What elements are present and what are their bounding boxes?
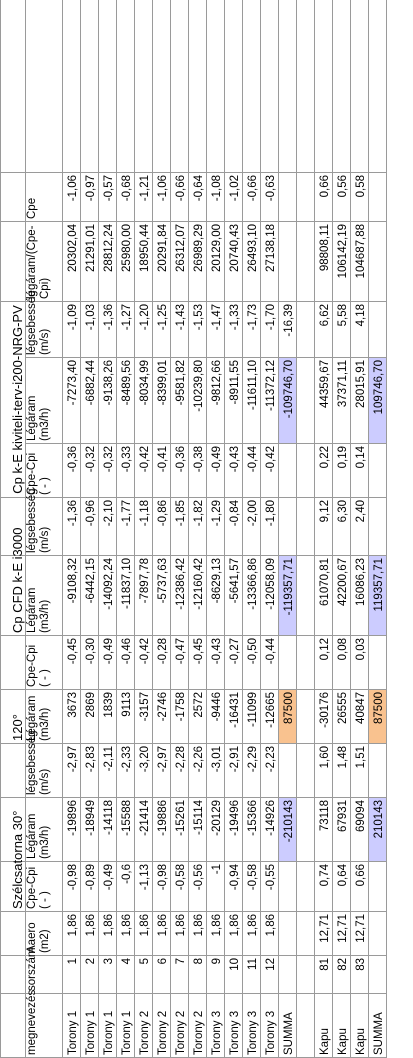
- table-cell: Torony 2: [189, 994, 207, 1058]
- table-cell: [279, 862, 297, 912]
- table-cell: [279, 912, 297, 956]
- table-cell: 26493,10: [243, 222, 261, 302]
- table-cell: Kapu: [333, 994, 351, 1058]
- table-cell: -0,41: [153, 444, 171, 498]
- table-cell: -8629,13: [207, 556, 225, 636]
- table-cell: -0,42: [135, 636, 153, 690]
- table-cell: 12,71: [333, 912, 351, 956]
- table-cell: Torony 3: [243, 994, 261, 1058]
- table-cell: -0,98: [153, 862, 171, 912]
- table-cell: 1,51: [351, 744, 369, 798]
- table-cell: Torony 1: [99, 994, 117, 1058]
- table-cell: 12: [261, 956, 279, 994]
- table-cell: 87500: [279, 690, 297, 744]
- table-cell: [279, 222, 297, 302]
- table-cell: Torony 2: [171, 994, 189, 1058]
- table-cell: [279, 444, 297, 498]
- table-cell: -0,84: [225, 498, 243, 556]
- table-cell: -109746,70: [279, 358, 297, 444]
- table-cell: -0,42: [261, 444, 279, 498]
- table-cell: 0,56: [333, 173, 351, 222]
- table-cell: 6,30: [333, 498, 351, 556]
- table-cell: SUMMA: [369, 994, 387, 1058]
- table-cell: [369, 912, 387, 956]
- column-header: sorszám: [26, 956, 63, 994]
- column-header: megnevezés: [26, 994, 63, 1058]
- table-cell: -0,27: [225, 636, 243, 690]
- table-cell: 83: [351, 956, 369, 994]
- table-cell: 20302,04: [63, 222, 81, 302]
- table-cell: -16431: [225, 690, 243, 744]
- table-cell: 1,86: [189, 912, 207, 956]
- table-cell: 0,03: [351, 636, 369, 690]
- table-cell: 81: [315, 956, 333, 994]
- table-cell: -14926: [261, 798, 279, 862]
- table-cell: -20129: [207, 798, 225, 862]
- table-cell: 44359,67: [315, 358, 333, 444]
- table-cell: -15366: [243, 798, 261, 862]
- table-cell: -1758: [171, 690, 189, 744]
- table-cell: -0,46: [117, 636, 135, 690]
- table-cell: 26312,07: [171, 222, 189, 302]
- table-cell: 67931: [333, 798, 351, 862]
- table-row: [171, 0, 189, 1058]
- table-cell: -15588: [117, 798, 135, 862]
- table-cell: -1,85: [171, 498, 189, 556]
- table-cell: -1,70: [261, 302, 279, 358]
- table-cell: 7: [171, 956, 189, 994]
- table-cell: Torony 2: [135, 994, 153, 1058]
- table-row: [189, 0, 207, 1058]
- table-cell: -3,20: [135, 744, 153, 798]
- table-cell: 20129,00: [207, 222, 225, 302]
- table-cell: 1,86: [117, 912, 135, 956]
- table-cell: 2869: [81, 690, 99, 744]
- table-cell: 6: [153, 956, 171, 994]
- table-cell: 0,64: [333, 862, 351, 912]
- table-cell: 1,86: [243, 912, 261, 956]
- table-cell: 4: [117, 956, 135, 994]
- table-cell: -0,36: [63, 444, 81, 498]
- table-cell: -8911,55: [225, 358, 243, 444]
- table-cell: -0,42: [135, 444, 153, 498]
- table-cell: -1,77: [117, 498, 135, 556]
- table-cell: -9108,32: [63, 556, 81, 636]
- table-cell: -19496: [225, 798, 243, 862]
- table-cell: -2,23: [261, 744, 279, 798]
- table-cell: -9446: [207, 690, 225, 744]
- table-cell: [369, 444, 387, 498]
- table-cell: 12,71: [351, 912, 369, 956]
- table-cell: -11372,12: [261, 358, 279, 444]
- table-cell: -7897,78: [135, 556, 153, 636]
- table-cell: 25980,00: [117, 222, 135, 302]
- table-row: [243, 0, 261, 1058]
- table-cell: 1,86: [63, 912, 81, 956]
- table-row: [333, 0, 351, 1058]
- table-cell: 0,66: [351, 862, 369, 912]
- table-cell: -8489,56: [117, 358, 135, 444]
- table-cell: -30176: [315, 690, 333, 744]
- table-cell: -2746: [153, 690, 171, 744]
- table-cell: -0,49: [99, 636, 117, 690]
- column-header: légsebesség (m/s): [26, 302, 63, 358]
- table-cell: -1,21: [135, 173, 153, 222]
- table-cell: -0,43: [207, 636, 225, 690]
- table-cell: -1,27: [117, 302, 135, 358]
- table-cell: -0,97: [81, 173, 99, 222]
- table-cell: 1,86: [261, 912, 279, 956]
- column-header: Cpe: [26, 173, 63, 222]
- table-cell: -3,01: [207, 744, 225, 798]
- table-cell: 1,86: [207, 912, 225, 956]
- table-cell: -119357,71: [279, 556, 297, 636]
- table-cell: -0,86: [153, 498, 171, 556]
- table-cell: -1,03: [81, 302, 99, 358]
- table-cell: -5641,57: [225, 556, 243, 636]
- table-cell: -0,30: [81, 636, 99, 690]
- table-cell: 61070,81: [315, 556, 333, 636]
- table-cell: -2,83: [81, 744, 99, 798]
- table-cell: -1,36: [63, 498, 81, 556]
- table-cell: 1,86: [153, 912, 171, 956]
- table-cell: 9: [207, 956, 225, 994]
- table-cell: -2,97: [63, 744, 81, 798]
- table-cell: -11611,10: [243, 358, 261, 444]
- table-cell: [279, 956, 297, 994]
- table-cell: 0,74: [315, 862, 333, 912]
- table-cell: 10: [225, 956, 243, 994]
- table-cell: -0,49: [99, 862, 117, 912]
- table-cell: -1,13: [135, 862, 153, 912]
- table-cell: 2572: [189, 690, 207, 744]
- table-cell: -0,55: [261, 862, 279, 912]
- table-cell: -0,32: [99, 444, 117, 498]
- table-cell: Torony 1: [117, 994, 135, 1058]
- table-cell: -10239,80: [189, 358, 207, 444]
- table-cell: -19886: [153, 798, 171, 862]
- table-cell: 9113: [117, 690, 135, 744]
- table-row: [315, 0, 333, 1058]
- table-cell: -2,29: [243, 744, 261, 798]
- table-cell: Torony 3: [207, 994, 225, 1058]
- group-angle: 120°: [1, 690, 26, 744]
- table-cell: [369, 173, 387, 222]
- table-cell: 82: [333, 956, 351, 994]
- table-cell: -0,98: [63, 862, 81, 912]
- table-cell: -1,25: [153, 302, 171, 358]
- table-cell: -12058,09: [261, 556, 279, 636]
- table-cell: 0,08: [333, 636, 351, 690]
- table-cell: 37371,11: [333, 358, 351, 444]
- table-row: [135, 0, 153, 1058]
- table-cell: 12,71: [315, 912, 333, 956]
- table-cell: -18949: [81, 798, 99, 862]
- table-cell: -11099: [243, 690, 261, 744]
- table-cell: -0,57: [99, 173, 117, 222]
- column-header: Légáram (m3/h): [26, 358, 63, 444]
- table-cell: Kapu: [351, 994, 369, 1058]
- table-cell: -1,33: [225, 302, 243, 358]
- table-cell: -0,28: [153, 636, 171, 690]
- table-cell: -2,10: [99, 498, 117, 556]
- table-cell: -210143: [279, 798, 297, 862]
- table-cell: -1,36: [99, 302, 117, 358]
- table-cell: -1,73: [243, 302, 261, 358]
- table-cell: 98808,11: [315, 222, 333, 302]
- column-header: légáram/(Cpe-Cpi): [26, 222, 63, 302]
- table-cell: Torony 2: [153, 994, 171, 1058]
- table-cell: -0,58: [171, 862, 189, 912]
- table-cell: -1,29: [207, 498, 225, 556]
- table-cell: -2,33: [117, 744, 135, 798]
- column-header: Aaero (m2): [26, 912, 63, 956]
- table-cell: 26989,29: [189, 222, 207, 302]
- table-cell: 42200,67: [333, 556, 351, 636]
- table-cell: 2: [81, 956, 99, 994]
- table-cell: 26555: [333, 690, 351, 744]
- table-cell: -3157: [135, 690, 153, 744]
- table-cell: -0,43: [225, 444, 243, 498]
- summa-row: [279, 0, 297, 1058]
- table-cell: 28015,91: [351, 358, 369, 444]
- table-cell: [369, 862, 387, 912]
- table-cell: -0,45: [63, 636, 81, 690]
- table-cell: -15261: [171, 798, 189, 862]
- table-cell: 109746,70: [369, 358, 387, 444]
- table-cell: 0,22: [315, 444, 333, 498]
- table-cell: 69094: [351, 798, 369, 862]
- table-cell: 40847: [351, 690, 369, 744]
- table-cell: 1839: [99, 690, 117, 744]
- group-cfd: Cp CFD k-E i3000: [1, 556, 26, 636]
- table-row: [63, 0, 81, 1058]
- table-cell: [279, 498, 297, 556]
- table-cell: -1,06: [153, 173, 171, 222]
- table-cell: Kapu: [315, 994, 333, 1058]
- table-cell: 27138,18: [261, 222, 279, 302]
- table-row: [81, 0, 99, 1058]
- table-cell: -2,91: [225, 744, 243, 798]
- table-cell: 1,86: [135, 912, 153, 956]
- table-cell: -1,47: [207, 302, 225, 358]
- column-header: Légáram (m3/h): [26, 798, 63, 862]
- table-cell: -9812,66: [207, 358, 225, 444]
- table-cell: -1,80: [261, 498, 279, 556]
- table-cell: -12160,42: [189, 556, 207, 636]
- table-cell: Torony 3: [225, 994, 243, 1058]
- table-cell: -14118: [99, 798, 117, 862]
- table-cell: 9,12: [315, 498, 333, 556]
- table-cell: -1,08: [207, 173, 225, 222]
- table-cell: -21414: [135, 798, 153, 862]
- table-cell: -0,66: [171, 173, 189, 222]
- table-cell: -16,39: [279, 302, 297, 358]
- table-cell: 0,19: [333, 444, 351, 498]
- table-cell: -0,47: [171, 636, 189, 690]
- table-cell: -8034,99: [135, 358, 153, 444]
- table-cell: Torony 1: [63, 994, 81, 1058]
- table-cell: 1,60: [315, 744, 333, 798]
- table-cell: 20740,43: [225, 222, 243, 302]
- table-cell: 104687,88: [351, 222, 369, 302]
- table-cell: -1,53: [189, 302, 207, 358]
- table-cell: [369, 302, 387, 358]
- table-cell: 1,86: [225, 912, 243, 956]
- table-cell: -0,58: [243, 862, 261, 912]
- table-row: [153, 0, 171, 1058]
- table-cell: 5,58: [333, 302, 351, 358]
- table-cell: -0,44: [243, 444, 261, 498]
- table-cell: 6,62: [315, 302, 333, 358]
- table-row: [207, 0, 225, 1058]
- table-cell: 119357,71: [369, 556, 387, 636]
- table-cell: -5737,63: [153, 556, 171, 636]
- group-kivitel: Cp k-E kiviteli-terv-i200-NRG-PV: [1, 302, 26, 498]
- table-cell: [279, 744, 297, 798]
- table-cell: -2,11: [99, 744, 117, 798]
- table-cell: -13366,86: [243, 556, 261, 636]
- table-cell: 1,86: [81, 912, 99, 956]
- table-cell: -0,32: [81, 444, 99, 498]
- table-cell: 1,86: [99, 912, 117, 956]
- table-cell: [369, 222, 387, 302]
- column-header: Cpe-Cpi ( - ): [26, 636, 63, 690]
- table-cell: 20291,84: [153, 222, 171, 302]
- table-cell: 16086,23: [351, 556, 369, 636]
- table-cell: -0,64: [189, 173, 207, 222]
- table-cell: -2,97: [153, 744, 171, 798]
- table-cell: 4,18: [351, 302, 369, 358]
- table-cell: -0,94: [225, 862, 243, 912]
- table-cell: 0,12: [315, 636, 333, 690]
- table-cell: 3: [99, 956, 117, 994]
- table-cell: [279, 173, 297, 222]
- table-cell: -0,96: [81, 498, 99, 556]
- table-cell: -1,82: [189, 498, 207, 556]
- table-cell: 0,14: [351, 444, 369, 498]
- table-cell: 21291,01: [81, 222, 99, 302]
- column-header: Cpe-Cpi ( - ): [26, 862, 63, 912]
- table-cell: -0,89: [81, 862, 99, 912]
- table-cell: -1,18: [135, 498, 153, 556]
- table-cell: 2,40: [351, 498, 369, 556]
- table-cell: -12386,42: [171, 556, 189, 636]
- table-cell: -0,50: [243, 636, 261, 690]
- table-cell: [369, 636, 387, 690]
- table-cell: -1,43: [171, 302, 189, 358]
- table-cell: 106142,19: [333, 222, 351, 302]
- summa-row: [369, 0, 387, 1058]
- table-cell: -8399,01: [153, 358, 171, 444]
- table-cell: -19896: [63, 798, 81, 862]
- table-cell: -6882,44: [81, 358, 99, 444]
- table-cell: -0,49: [207, 444, 225, 498]
- table-cell: -9581,82: [171, 358, 189, 444]
- table-cell: -6442,15: [81, 556, 99, 636]
- table-cell: -7273,40: [63, 358, 81, 444]
- table-cell: -2,28: [171, 744, 189, 798]
- table-cell: 1: [63, 956, 81, 994]
- table-cell: [369, 744, 387, 798]
- table-cell: -9138,26: [99, 358, 117, 444]
- table-cell: [369, 498, 387, 556]
- table-cell: SUMMA: [279, 994, 297, 1058]
- table-cell: -0,63: [261, 173, 279, 222]
- table-cell: -14092,24: [99, 556, 117, 636]
- table-cell: -0,45: [189, 636, 207, 690]
- table-cell: -0,66: [243, 173, 261, 222]
- table-row: [117, 0, 135, 1058]
- table-cell: 28812,24: [99, 222, 117, 302]
- table-cell: -0,56: [189, 862, 207, 912]
- group-szelcsatorna: Szélcsatorna 30°: [1, 862, 26, 912]
- column-header: légsebesség (m/s): [26, 744, 63, 798]
- table-cell: -0,6: [117, 862, 135, 912]
- table-cell: -0,33: [117, 444, 135, 498]
- table-cell: -1,06: [63, 173, 81, 222]
- table-row: [225, 0, 243, 1058]
- table-cell: [369, 956, 387, 994]
- table-cell: -0,44: [261, 636, 279, 690]
- table-cell: 18950,44: [135, 222, 153, 302]
- table-cell: -1: [207, 862, 225, 912]
- table-cell: Torony 1: [81, 994, 99, 1058]
- table-cell: Torony 3: [261, 994, 279, 1058]
- table-cell: 1,48: [333, 744, 351, 798]
- table-cell: [279, 636, 297, 690]
- table-cell: -11837,10: [117, 556, 135, 636]
- table-cell: 73118: [315, 798, 333, 862]
- table-cell: -0,36: [171, 444, 189, 498]
- table-cell: 1,86: [171, 912, 189, 956]
- table-row: [261, 0, 279, 1058]
- table-cell: -2,00: [243, 498, 261, 556]
- table-cell: -1,20: [135, 302, 153, 358]
- table-cell: -2,26: [189, 744, 207, 798]
- column-header: Légáram (m3/h): [26, 556, 63, 636]
- table-cell: 8: [189, 956, 207, 994]
- table-cell: -0,68: [117, 173, 135, 222]
- table-cell: 87500: [369, 690, 387, 744]
- table-row: [351, 0, 369, 1058]
- column-header: Légáram (m3/h): [26, 690, 63, 744]
- table-row: [99, 0, 117, 1058]
- column-header: légsebesség (m/s): [26, 498, 63, 556]
- table-cell: 3673: [63, 690, 81, 744]
- table-cell: -1,09: [63, 302, 81, 358]
- table-cell: -1,02: [225, 173, 243, 222]
- table-cell: 0,58: [351, 173, 369, 222]
- table-cell: -0,38: [189, 444, 207, 498]
- table-cell: -12665: [261, 690, 279, 744]
- table-cell: 210143: [369, 798, 387, 862]
- table-cell: -15114: [189, 798, 207, 862]
- table-cell: 5: [135, 956, 153, 994]
- column-header: Cpe-Cpi ( - ): [26, 444, 63, 498]
- table-cell: 11: [243, 956, 261, 994]
- table-cell: 0,66: [315, 173, 333, 222]
